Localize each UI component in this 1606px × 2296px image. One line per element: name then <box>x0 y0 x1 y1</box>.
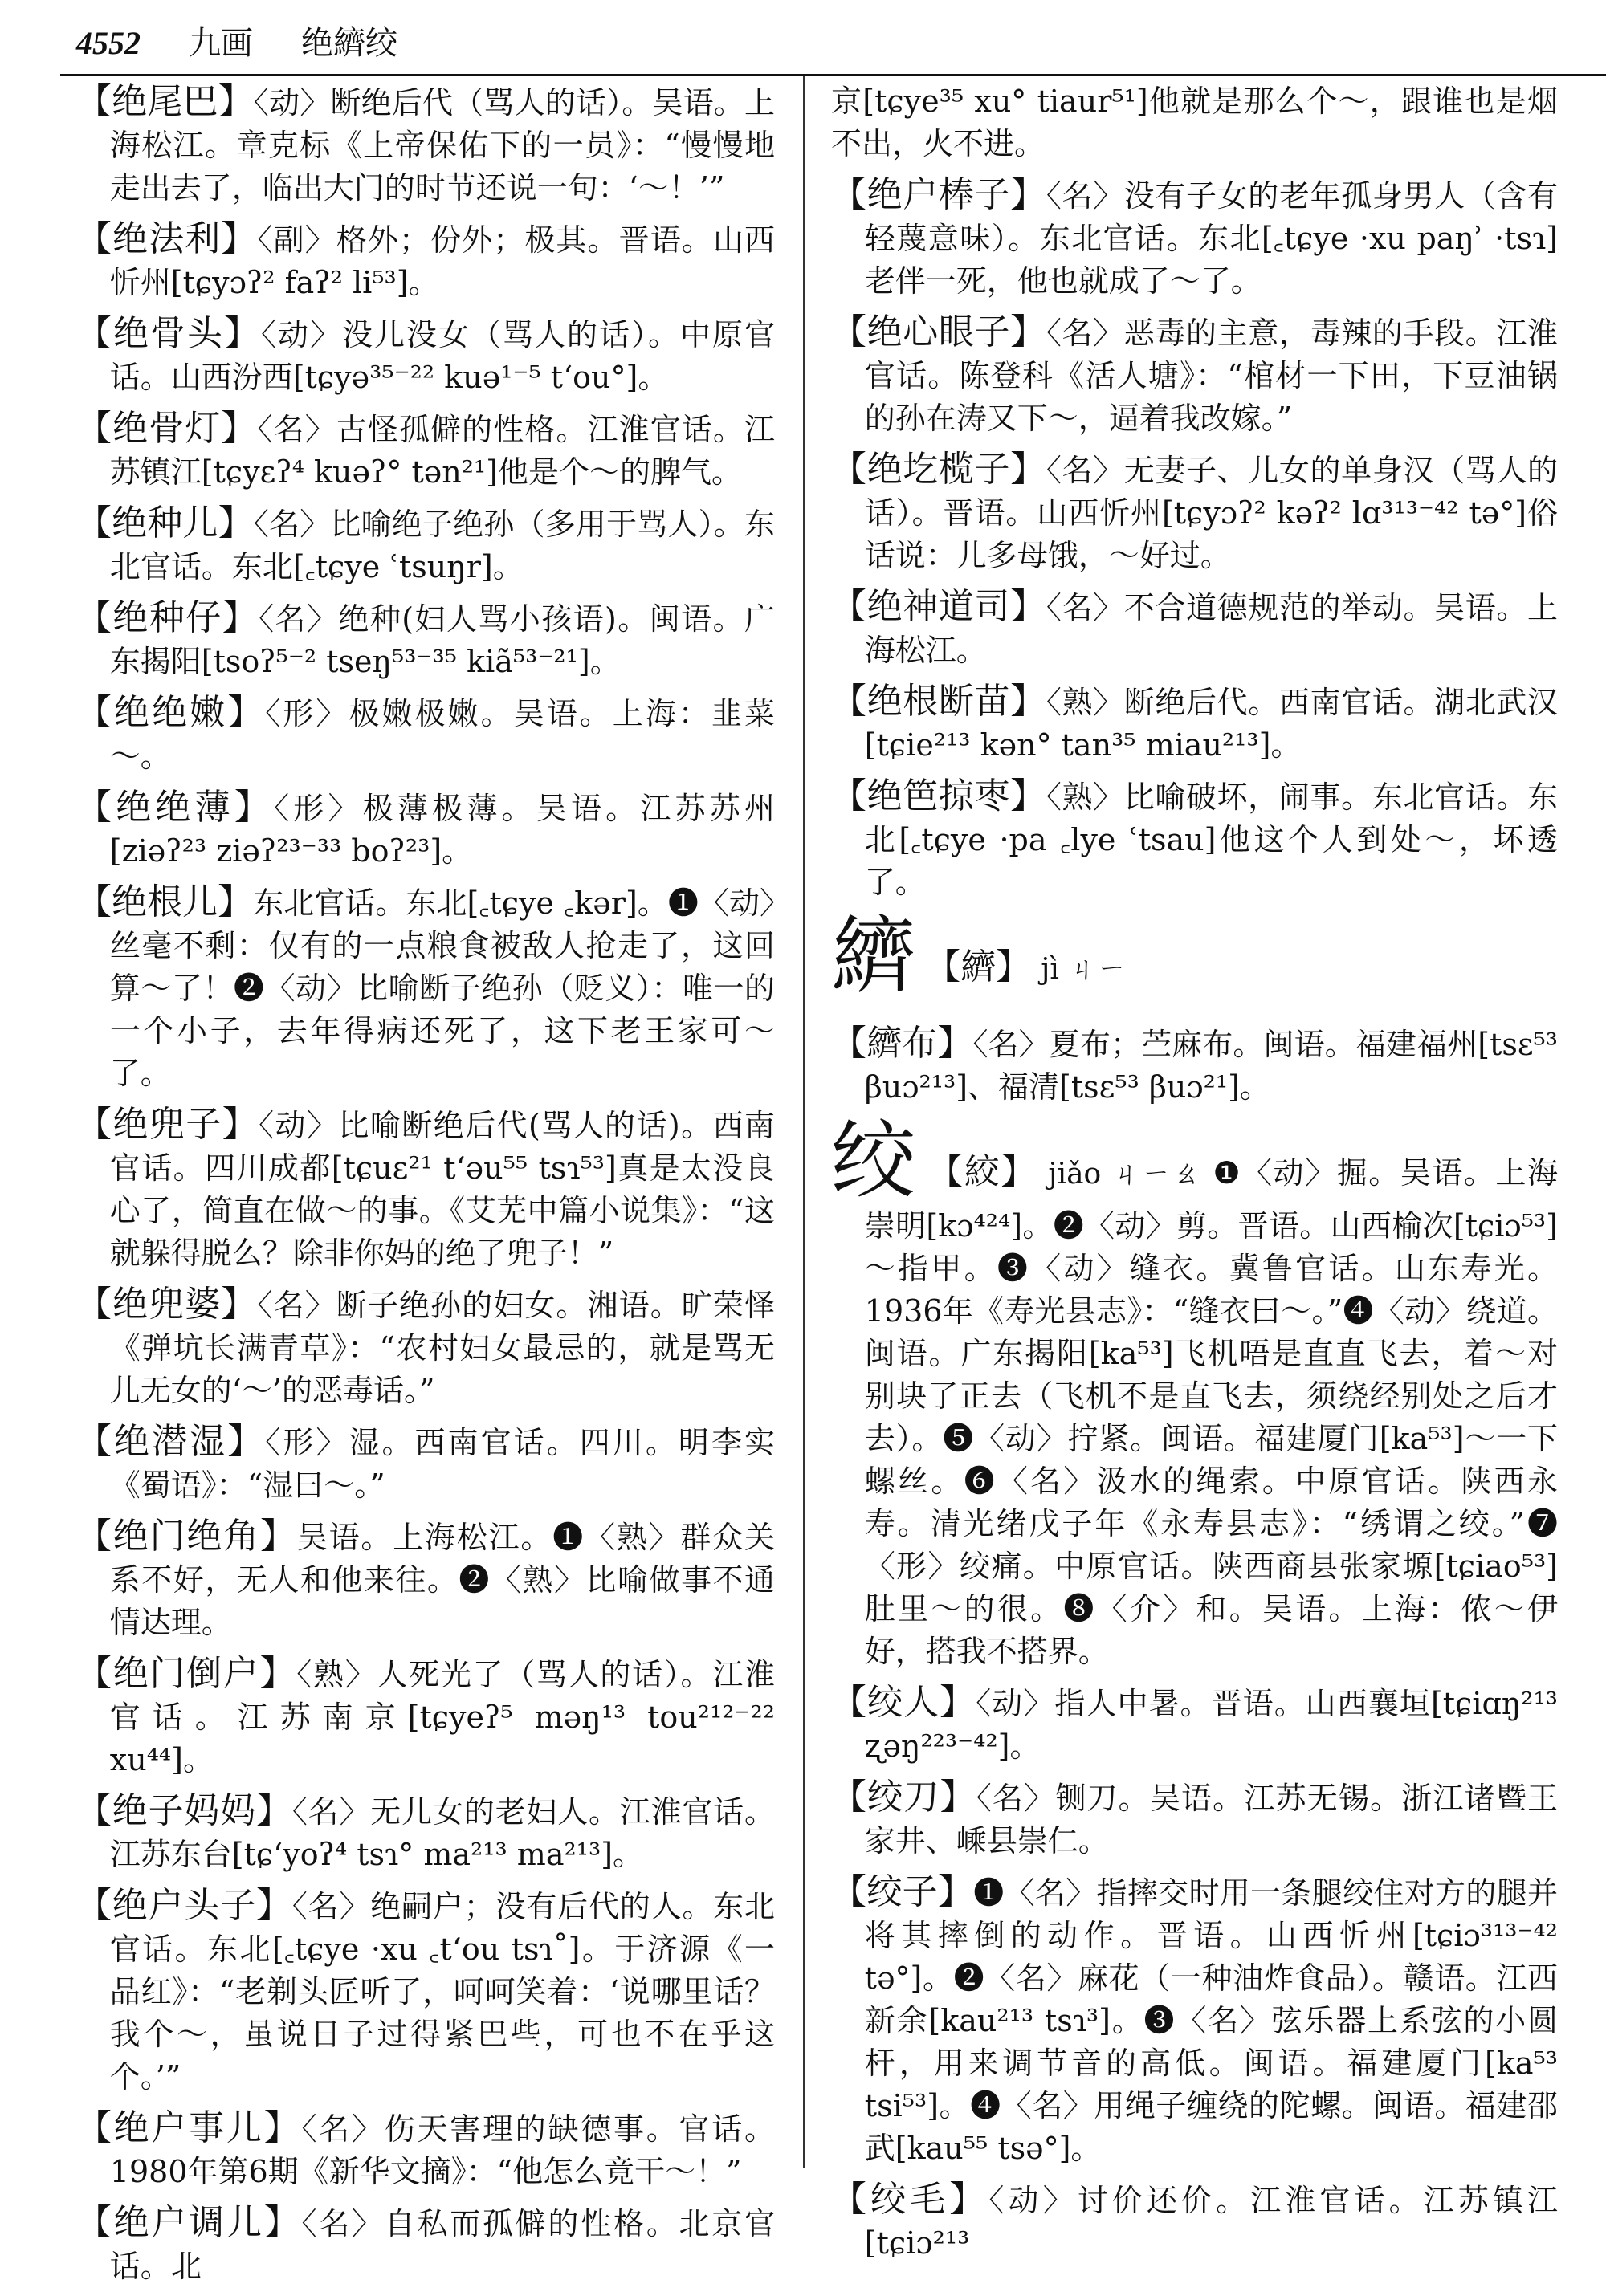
entry-definition: 〈名〉绝嗣户；没有后代的人。东北官话。东北[꜀tɕye ·xu ꜀tʻou tsɿ˚]。于济源《一品红》：“老剃头匠听了，呵呵笑着：‘说哪里话？我个～，虽说日子过得紧巴些，可也不在乎这个。’” <box>109 1889 775 2094</box>
entry-headword: 【绝根儿】 <box>76 881 254 922</box>
entry-definition: 〈副〉格外；份外；极其。晋语。山西忻州[tɕyɔʔ² faʔ² li⁵³]。 <box>109 222 775 300</box>
entry-definition: 〈形〉极嫩极嫩。吴语。上海：韭菜～。 <box>109 696 775 774</box>
entry-headword: 【绝尾巴】 <box>76 81 254 122</box>
traditional-form: 【纃】 <box>925 946 1032 987</box>
character-heading-ji <box>831 907 1558 1014</box>
dictionary-entry <box>76 786 775 873</box>
entry-headword: 【绝绝嫩】 <box>76 692 266 733</box>
entry-definition: 〈名〉伤天害理的缺德事。官话。1980年第6期《新华文摘》：“他怎么竟干～！” <box>109 2111 775 2189</box>
dictionary-entry <box>831 1022 1558 1109</box>
entry-definition: 〈名〉无妻子、儿女的单身汉（骂人的话）。晋语。山西忻州[tɕyɔʔ² kəʔ² lɑ³¹³⁻⁴² tə°]俗话说：儿多母饿，～好过。 <box>864 453 1559 573</box>
dictionary-entry <box>76 312 775 399</box>
page-header <box>76 18 397 66</box>
entry-headword: 【绝潜湿】 <box>76 1421 266 1462</box>
entry-definition: 〈动〉比喻断绝后代(骂人的话)。西南官话。四川成都[tɕuɛ²¹ tʻəu⁵⁵ tsɿ⁵³]真是太没良心了，简直在做～的事。《艾芜中篇小说集》：“这就躲得脱么？除非你妈的绝了兜子！” <box>109 1108 775 1271</box>
entry-definition: 〈名〉铡刀。吴语。江苏无锡。浙江诸暨王家井、嵊县崇仁。 <box>864 1781 1558 1858</box>
entries-group <box>831 1022 1558 1109</box>
entry-definition: 〈名〉自私而孤僻的性格。北京官话。北 <box>109 2206 775 2284</box>
entry-definition: 〈名〉绝种(妇人骂小孩语)。闽语。广东揭阳[tsoʔ⁵⁻² tseŋ⁵³⁻³⁵ kiã⁵³⁻²¹]。 <box>109 601 775 679</box>
character: 纃 <box>831 907 916 1005</box>
entry-headword: 【绞刀】 <box>831 1777 976 1818</box>
dictionary-entry <box>76 596 775 683</box>
entry-definition: 〈名〉恶毒的主意，毒辣的手段。江淮官话。陈登科《活人塘》：“棺材一下田，下豆油锅的孙在涛又下～，逼着我改嫁。” <box>864 315 1559 436</box>
dictionary-entry <box>831 448 1558 577</box>
entry-definition: 吴语。上海松江。❶〈熟〉群众关系不好，无人和他来往。❷〈熟〉比喻做事不通情达理。 <box>109 1520 775 1640</box>
entry-headword: 【绝户棒子】 <box>831 174 1046 215</box>
dictionary-entry <box>76 881 775 1095</box>
entry-definition: 〈动〉讨价还价。江淮官话。江苏镇江[tɕiɔ²¹³ <box>864 2183 1558 2261</box>
column-divider <box>803 76 805 2168</box>
dictionary-entry <box>831 173 1558 303</box>
entry-definition: 〈名〉不合道德规范的举动。吴语。上海松江。 <box>864 590 1559 668</box>
dictionary-entry <box>76 80 775 210</box>
entry-definition: 〈动〉没儿没女（骂人的话）。中原官话。山西汾西[tɕyə³⁵⁻²² kuə¹⁻⁵ tʻou°]。 <box>109 317 775 395</box>
entry-definition: 东北官话。东北[꜀tɕye ꜀kər]。❶〈动〉丝毫不剩：仅有的一点粮食被敌人抢走了，这回算～了！❷〈动〉比喻断子绝孙（贬义）：唯一的一个小子，去年得病还死了，这下老王家可～了。 <box>109 885 775 1091</box>
entry-headword: 【绞毛】 <box>831 2179 989 2220</box>
pronunciation: jiǎo ㄐㄧㄠ <box>1048 1158 1202 1191</box>
character: 绞 <box>831 1112 917 1210</box>
dictionary-entry <box>76 1884 775 2099</box>
entry-definition: 〈动〉指人中暑。晋语。山西襄垣[tɕiɑŋ²¹³ ʐəŋ²²³⁻⁴²]。 <box>864 1686 1558 1764</box>
dictionary-entry <box>831 775 1558 904</box>
entry-headword: 【绝兜子】 <box>76 1104 259 1145</box>
dictionary-entry <box>831 680 1558 767</box>
entry-definition: 〈动〉断绝后代（骂人的话）。吴语。上海松江。章克标《上帝保佑下的一员》：“慢慢地走出去了，临出大门的时节还说一句：‘～！’” <box>109 85 775 206</box>
entry-definition: 〈名〉比喻绝子绝孙（多用于骂人）。东北官话。东北[꜀tɕye ʿtsuŋr]。 <box>109 507 775 584</box>
entry-definition: 〈形〉极薄极薄。吴语。江苏苏州[ziəʔ²³ ziəʔ²³⁻³³ boʔ²³]。 <box>109 791 775 869</box>
dictionary-entry <box>76 1515 775 1644</box>
entry-definition: 〈名〉夏布；苎麻布。闽语。福建福州[tsɛ⁵³ βuɔ²¹³]、福清[tsɛ⁵³ βuɔ²¹]。 <box>864 1027 1558 1105</box>
entry-headword: 【纃布】 <box>831 1023 973 1064</box>
dictionary-entry <box>76 2201 775 2288</box>
dictionary-entry <box>76 2107 775 2193</box>
dictionary-entry <box>831 1776 1558 1862</box>
entry-headword: 【绞子】 <box>831 1871 974 1912</box>
entry-headword: 【绝法利】 <box>76 218 258 259</box>
page-number: 4552 <box>76 25 141 61</box>
dictionary-entry <box>831 1871 1558 2170</box>
entry-definition: 〈熟〉人死光了（骂人的话）。江淮官话。江苏南京[tɕyeʔ⁵ məŋ¹³ tou²¹²⁻²² xu⁴⁴]。 <box>109 1657 775 1777</box>
dictionary-entry <box>76 1789 775 1876</box>
dictionary-entry <box>76 218 775 304</box>
pronunciation: jì ㄐㄧ <box>1041 953 1127 986</box>
entry-definition: 〈名〉断子绝孙的妇女。湘语。旷荣怿《弹坑长满青草》：“农村妇女最忌的，就是骂无儿无女的‘～’的恶毒话。” <box>109 1288 775 1408</box>
stroke-section: 九画 <box>189 25 253 62</box>
dictionary-entry <box>831 585 1558 672</box>
definition: ❶〈动〉掘。吴语。上海崇明[kɔ⁴²⁴]。❷〈动〉剪。晋语。山西榆次[tɕiɔ⁵³]～指甲。❸〈动〉缝衣。冀鲁官话。山东寿光。1936年《寿光县志》：“缝衣曰～。”❹〈动〉绕道。闽语。广东揭阳[ka⁵³]飞机唔是直直飞去，着～对别块了正去（飞机不是直飞去，须绕经别处之后才去）。❺〈动〉拧紧。闽语。福建厦门[ka⁵³]～一下螺丝。❻〈名〉汲水的绳索。中原官话。陕西永寿。清光绪戊子年《永寿县志》：“绣谓之绞。”❼〈形〉绞痛。中原官话。陕西商县张家塬[tɕiao⁵³]肚里～的很。❽〈介〉和。吴语。上海：侬～伊好，搭我不搭界。 <box>864 1155 1558 1669</box>
continuation-text: 京[tɕye³⁵ xu° tiaur⁵¹]他就是那么个～，跟谁也是烟不出，火不进。 <box>831 83 1558 161</box>
entry-definition: 〈熟〉断绝后代。西南官话。湖北武汉[tɕie²¹³ kən° tan³⁵ miau²¹³]。 <box>864 685 1559 763</box>
entry-headword: 【绝绝薄】 <box>76 787 275 828</box>
traditional-form: 【絞】 <box>927 1151 1037 1192</box>
entry-headword: 【绝心眼子】 <box>831 311 1046 352</box>
dictionary-entry <box>76 1103 775 1275</box>
dictionary-entry <box>76 691 775 778</box>
header-characters: 绝纃绞 <box>301 25 397 62</box>
entry-headword: 【绝子妈妈】 <box>76 1790 292 1831</box>
entry-definition: 〈名〉无儿女的老妇人。江淮官话。江苏东台[tɕʻyoʔ⁴ tsɿ° ma²¹³ ma²¹³]。 <box>109 1794 775 1872</box>
entry-headword: 【绝户头子】 <box>76 1885 292 1926</box>
entry-headword: 【绝户调儿】 <box>76 2202 302 2243</box>
dictionary-entry <box>831 1681 1558 1768</box>
entry-headword: 【绝兜婆】 <box>76 1284 258 1325</box>
entry-headword: 【绝种仔】 <box>76 597 259 638</box>
header-rule <box>60 74 1606 76</box>
entry-definition: 〈形〉湿。西南官话。四川。明李实《蜀语》：“湿曰～。” <box>109 1425 775 1503</box>
entry-headword: 【绝根断苗】 <box>831 681 1046 722</box>
right-column <box>831 80 1558 2273</box>
dictionary-entry <box>831 2178 1558 2265</box>
entry-headword: 【绝户事儿】 <box>76 2107 302 2148</box>
entries-group <box>831 1681 1558 2265</box>
entry-headword: 【绞人】 <box>831 1682 976 1723</box>
entry-definition: ❶〈名〉指摔交时用一条腿绞住对方的腿并将其摔倒的动作。晋语。山西忻州[tɕiɔ³¹³⁻⁴² tə°]。❷〈名〉麻花（一种油炸食品）。赣语。江西新余[kau²¹³ tsɿ³]。❸〈名〉弦乐器上系弦的小圆杆，用来调节音的高低。闽语。福建厦门[ka⁵³ tsi⁵³]。❹〈名〉用绳子缠绕的陀螺。闽语。福建邵武[kau⁵⁵ tsə°]。 <box>864 1875 1558 2166</box>
entry-headword: 【绝门绝角】 <box>76 1516 297 1557</box>
dictionary-entry <box>76 1283 775 1412</box>
dictionary-entry <box>76 502 775 588</box>
left-column <box>76 80 775 2296</box>
entry-headword: 【绝神道司】 <box>831 586 1046 627</box>
entry-headword: 【绝笆掠枣】 <box>831 776 1046 816</box>
dictionary-entry <box>76 1420 775 1507</box>
entry-headword: 【绝骨头】 <box>76 313 261 354</box>
dictionary-entry <box>831 311 1558 440</box>
entries-group <box>831 173 1558 904</box>
dictionary-entry <box>76 1652 775 1781</box>
entry-headword: 【绝圪榄子】 <box>831 449 1046 490</box>
entry-definition: 〈名〉没有子女的老年孤身男人（含有轻蔑意味）。东北官话。东北[꜀tɕye ·xu paŋʾ ·tsɿ]老伴一死，他也就成了～了。 <box>864 178 1559 299</box>
entry-definition: 〈熟〉比喻破坏，闹事。东北官话。东北[꜀tɕye ·pa ꜀lye ʿtsau]他这个人到处～，坏透了。 <box>864 780 1559 900</box>
character-heading-jiao <box>831 1112 1558 1673</box>
dictionary-entry <box>76 407 775 494</box>
entry-definition: 〈名〉古怪孤僻的性格。江淮官话。江苏镇江[tɕyɛʔ⁴ kuəʔ° tən²¹]他是个～的脾气。 <box>109 412 775 490</box>
entry-headword: 【绝骨灯】 <box>76 408 258 449</box>
entry-headword: 【绝门倒户】 <box>76 1653 297 1694</box>
entry-headword: 【绝种儿】 <box>76 503 254 543</box>
